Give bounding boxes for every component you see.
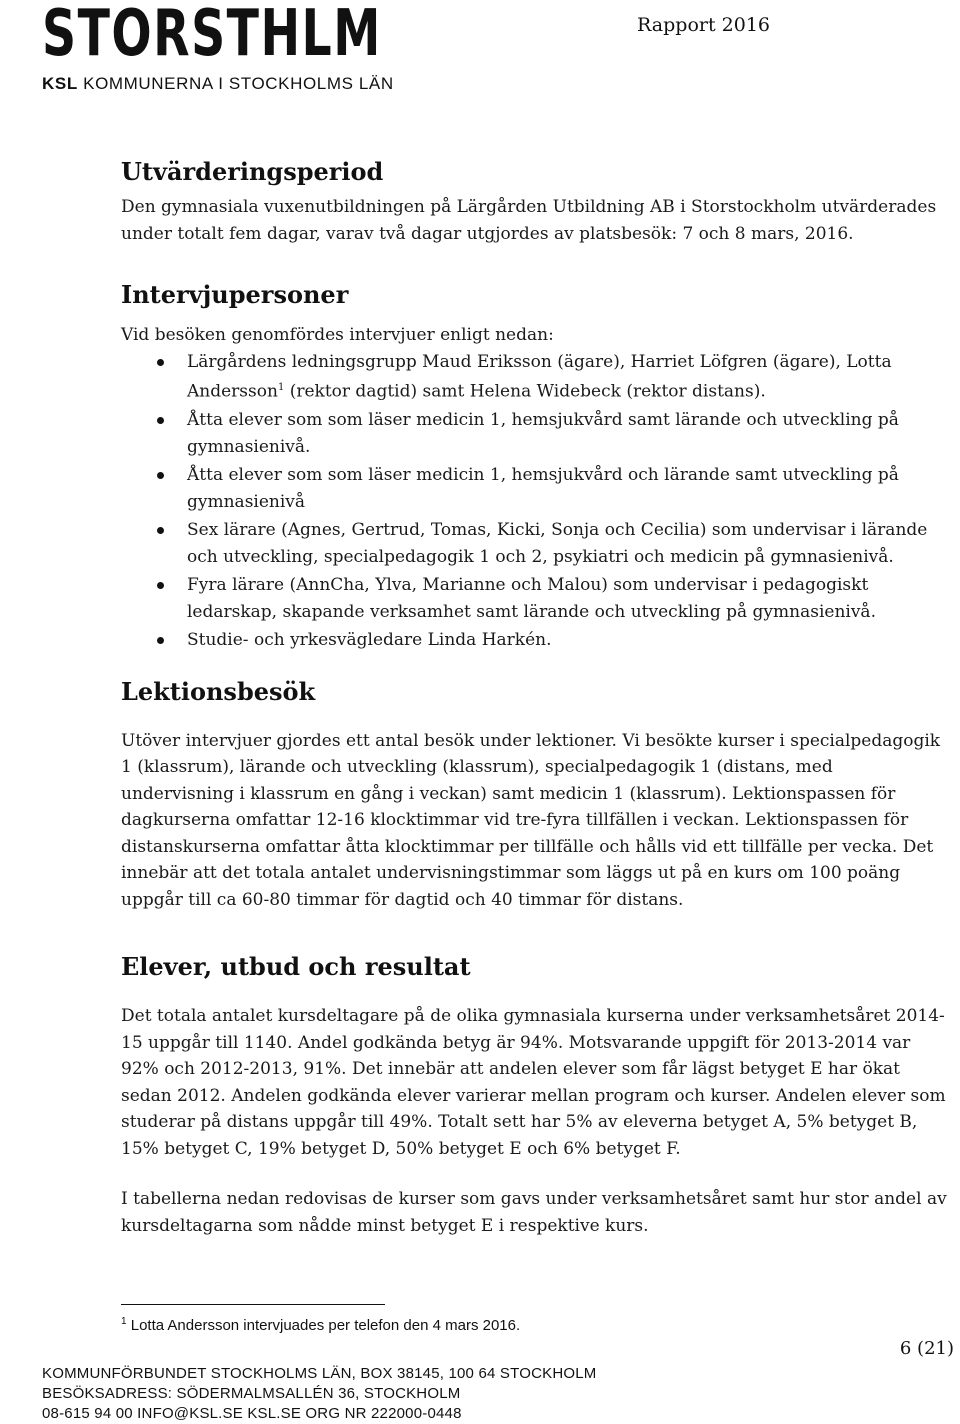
section-heading-intervjupersoner: Intervjupersoner	[121, 280, 349, 309]
report-label: Rapport 2016	[637, 14, 770, 36]
footer-visiting-address: BESÖKSADRESS: SÖDERMALMSALLÉN 36, STOCKHOLM	[42, 1385, 461, 1402]
list-item-text: Studie- och yrkesvägledare Linda Harkén.	[187, 630, 552, 651]
section-body-lektionsbesok: Utöver intervjuer gjordes ett antal besök under lektioner. Vi besökte kurser i specialpedagogik 1 (klassrum), lärande och utveckling (klassrum), specialpedagogik 1 (distans, med undervisning i klassrum en gång i veckan) samt medicin 1 (klassrum). Lektionspassen för dagkurserna omfattar 12-16 klocktimmar vid tre-fyra tillfällen i veckan. Lektionspassen för distanskurserna omfattar åtta klocktimmar per tillfälle och hålls vid ett tillfälle per vecka. Det innebär att det totala antalet undervisningstimmar som läggs ut på en kurs om 100 poäng uppgår till ca 60-80 timmar för dagtid och 40 timmar för distans.	[121, 730, 941, 910]
list-item	[121, 407, 951, 460]
list-item-text-cont: (rektor dagtid) samt Helena Widebeck (rektor distans).	[284, 381, 766, 402]
bullet-icon	[157, 527, 164, 534]
section-heading-lektionsbesok: Lektionsbesök	[121, 676, 316, 706]
bullet-icon	[157, 472, 164, 479]
list-item-text: Sex lärare (Agnes, Gertrud, Tomas, Kicki, Sonja och Cecilia) som undervisar i lärande och utveckling, specialpedagogik 1 och 2, psykiatri och medicin på gymnasienivå.	[187, 520, 928, 567]
section-body-elever-tables: I tabellerna nedan redovisas de kurser som gavs under verksamhetsåret samt hur stor andel av kursdeltagarna som nådde minst betyget E i respektive kurs.	[121, 1189, 947, 1236]
footnote-marker: 1	[121, 1316, 127, 1327]
list-item-text: Åtta elever som som läser medicin 1, hemsjukvård och lärande samt utveckling på gymnasienivå	[187, 465, 899, 512]
logo-wordmark: STORSTHLM	[42, 0, 382, 71]
section-heading-utvarderingsperiod: Utvärderingsperiod	[121, 157, 384, 186]
footer-address: KOMMUNFÖRBUNDET STOCKHOLMS LÄN, BOX 38145, 100 64 STOCKHOLM	[42, 1365, 597, 1382]
footnote	[121, 1316, 520, 1334]
logo-subtitle	[42, 74, 394, 94]
page-footer	[42, 1364, 596, 1424]
list-item	[121, 349, 951, 406]
list-item-text: Lärgårdens ledningsgrupp Maud Eriksson (ägare), Harriet Löfgren (ägare), Lotta Andersson	[187, 351, 892, 402]
logo-subtitle-text: KOMMUNERNA I STOCKHOLMS LÄN	[83, 74, 394, 93]
footnote-divider	[121, 1304, 385, 1305]
list-item	[121, 462, 951, 515]
storsthlm-logo	[42, 0, 394, 94]
list-item-text: Åtta elever som som läser medicin 1, hemsjukvård samt lärande och utveckling på gymnasienivå.	[187, 410, 899, 457]
list-item-text: Fyra lärare (AnnCha, Ylva, Marianne och Malou) som undervisar i pedagogiskt ledarskap, skapande verksamhet samt lärande och utveckling på gymnasienivå.	[187, 575, 876, 622]
interview-list	[121, 349, 951, 654]
bullet-icon	[157, 582, 164, 589]
section-body-utvarderingsperiod: Den gymnasiala vuxenutbildningen på Lärgården Utbildning AB i Storstockholm utvärderades under totalt fem dagar, varav två dagar utgjordes av platsbesök: 7 och 8 mars, 2016.	[121, 197, 937, 244]
footer-contact: 08-615 94 00 INFO@KSL.SE KSL.SE ORG NR 222000-0448	[42, 1405, 462, 1422]
footnote-text: Lotta Andersson intervjuades per telefon den 4 mars 2016.	[126, 1317, 521, 1334]
list-item	[121, 572, 951, 625]
section-heading-elever: Elever, utbud och resultat	[121, 952, 471, 982]
logo-subtitle-ksl: KSL	[42, 74, 78, 93]
page-number: 6 (21)	[899, 1338, 954, 1359]
bullet-icon	[157, 359, 164, 366]
bullet-icon	[157, 637, 164, 644]
document-body	[121, 152, 951, 1239]
section-intro-intervjupersoner: Vid besöken genomfördes intervjuer enligt nedan:	[121, 325, 554, 345]
footnote-ref: 1	[277, 382, 285, 393]
section-body-elever: Det totala antalet kursdeltagare på de olika gymnasiala kurserna under verksamhetsåret 2014-15 uppgår till 1140. Andel godkända betyg är 94%. Motsvarande uppgift för 2013-2014 var 92% och 2012-2013, 91%. Det innebär att andelen elever som får lägst betyget E har ökat sedan 2012. Andelen godkända elever varierar mellan program och kurser. Andelen elever som studerar på distans uppgår till 49%. Totalt sett har 5% av eleverna betyget A, 5% betyget B, 15% betyget C, 19% betyget D, 50% betyget E och 6% betyget F.	[121, 1006, 946, 1159]
bullet-icon	[157, 417, 164, 424]
list-item	[121, 627, 951, 654]
list-item	[121, 517, 951, 570]
